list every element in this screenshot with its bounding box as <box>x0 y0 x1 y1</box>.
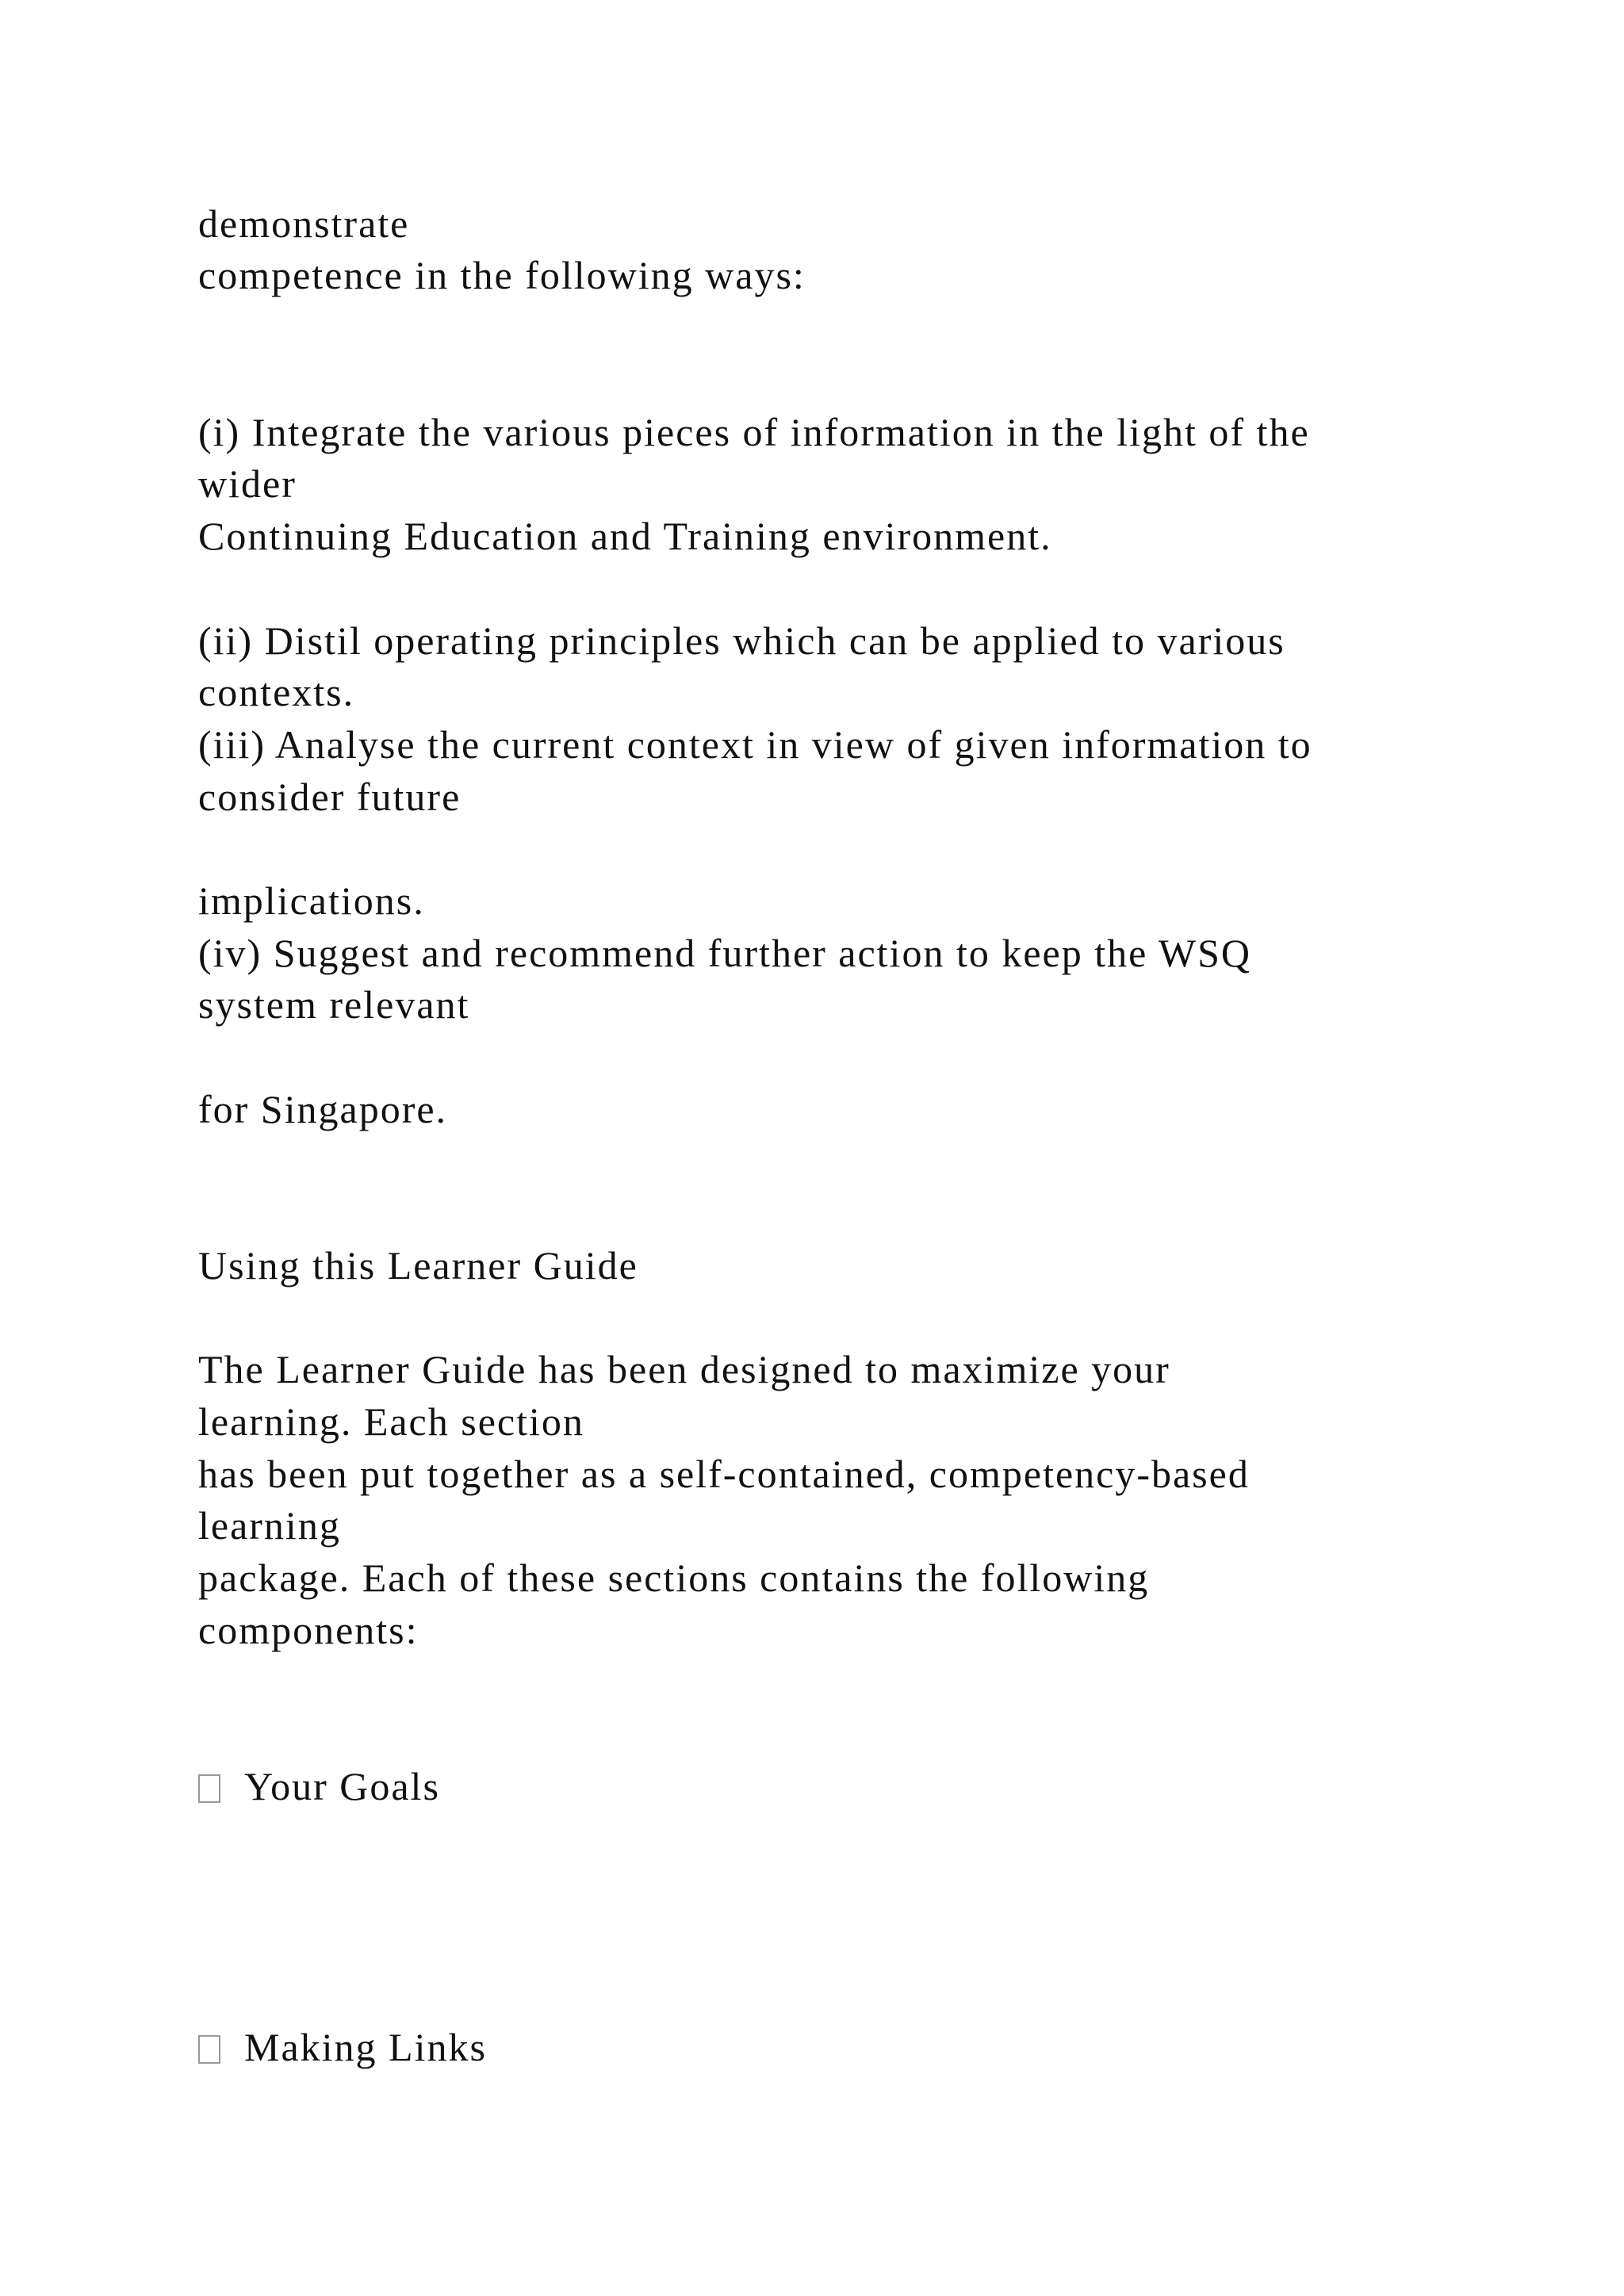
text-line: (iv) Suggest and recommend further action to keep the WSQ <box>198 931 1252 975</box>
missing-glyph-icon <box>198 1774 220 1803</box>
text-line: consider future <box>198 775 462 819</box>
text-line: (i) Integrate the various pieces of information in the light of the <box>198 410 1310 454</box>
text-line: (iii) Analyse the current context in view of given information to <box>198 722 1312 767</box>
text-line: has been put together as a self-contained, competency-based <box>198 1452 1250 1496</box>
text-line: for Singapore. <box>198 1087 448 1131</box>
list-item-label: Making Links <box>244 2025 487 2069</box>
text-line: competence in the following ways: <box>198 253 806 297</box>
list-item <box>198 1762 440 1810</box>
text-line: learning. Each section <box>198 1399 584 1444</box>
text-line: system relevant <box>198 982 470 1027</box>
text-line: (ii) Distil operating principles which can be applied to various <box>198 618 1285 663</box>
text-line: package. Each of these sections contains the following <box>198 1556 1150 1600</box>
missing-glyph-icon <box>198 2035 220 2064</box>
text-line: components: <box>198 1608 419 1652</box>
section-heading: Using this Learner Guide <box>198 1243 638 1288</box>
text-line: learning <box>198 1503 341 1548</box>
text-line: Continuing Education and Training environment. <box>198 514 1052 558</box>
text-line: demonstrate <box>198 201 410 246</box>
list-item <box>198 2023 487 2071</box>
text-line: The Learner Guide has been designed to maximize your <box>198 1347 1170 1391</box>
text-line: wider <box>198 461 297 506</box>
text-line: implications. <box>198 878 425 923</box>
text-line: contexts. <box>198 670 355 714</box>
list-item-label: Your Goals <box>244 1764 440 1808</box>
